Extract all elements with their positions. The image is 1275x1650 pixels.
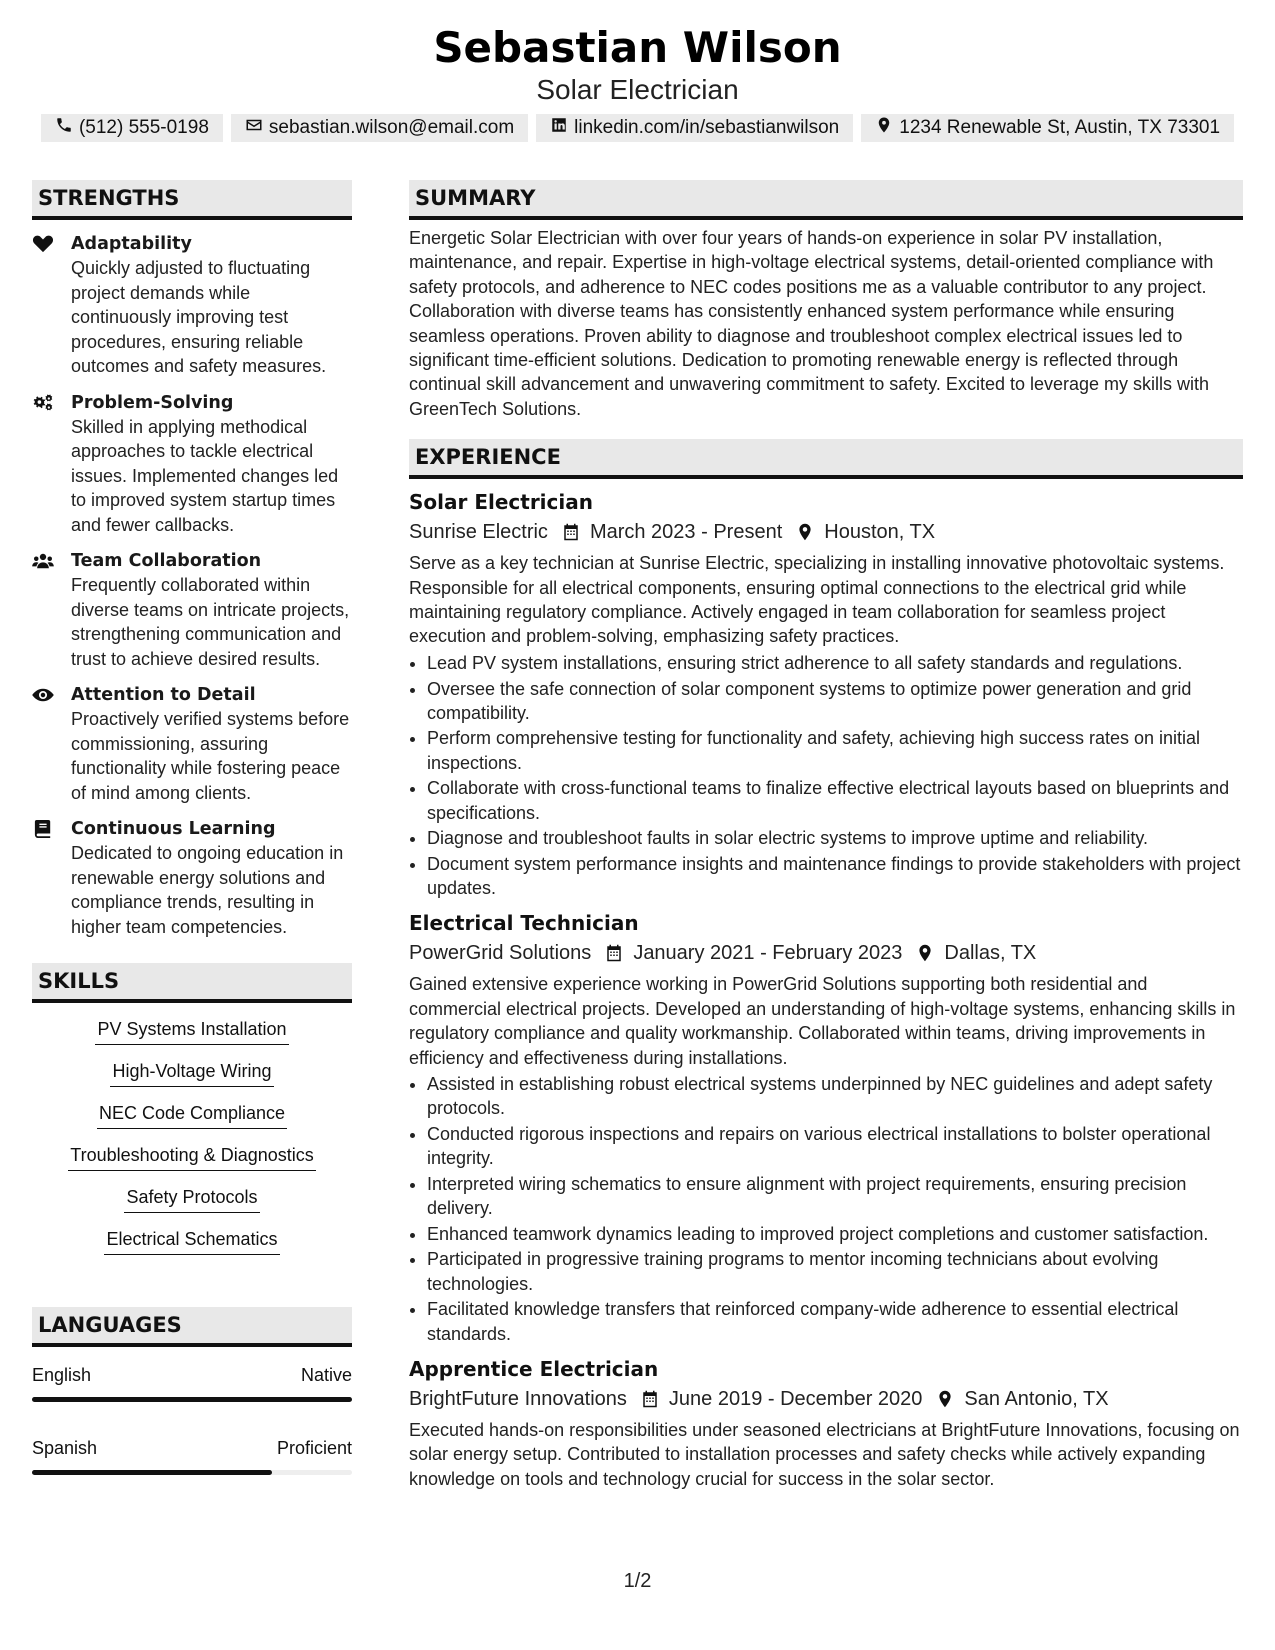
job-bullet: • Lead PV system installations, ensuring strict adherence to all safety standards and regulations. xyxy=(427,651,1243,675)
job-description: Serve as a key technician at Sunrise Electric, specializing in installing innovative photovoltaic systems. Responsible for all electrical components, ensuring optimal connections to the electrical grid while maintaining regulatory compliance. Actively engaged in team collaboration for seamless project execution and problem-solving, emphasizing safety practices. xyxy=(409,553,1225,647)
candidate-name: Sebastian Wilson xyxy=(433,23,842,72)
language-row xyxy=(32,1363,352,1387)
phone-icon xyxy=(55,116,73,140)
page-number: 1/2 xyxy=(623,1570,652,1592)
skills-heading: SKILLS xyxy=(32,963,352,1003)
skill-tag: NEC Code Compliance xyxy=(97,1101,287,1129)
job-bullet: • Diagnose and troubleshoot faults in solar electric systems to improve uptime and reliability. xyxy=(427,826,1243,850)
calendar-icon xyxy=(641,1390,659,1408)
skill-tag: Safety Protocols xyxy=(124,1185,259,1213)
language-list xyxy=(32,1363,352,1475)
right-column xyxy=(409,180,1243,1491)
job-description: Gained extensive experience working in PowerGrid Solutions supporting both residential and commercial electrical projects. Developed an understanding of high-voltage systems, enhancing skills in regulatory compliance and quality workmanship. Collaborated within teams, driving improvements in efficiency and effectiveness during installations. xyxy=(409,974,1236,1068)
linkedin-icon xyxy=(550,116,568,140)
job-bullet: • Perform comprehensive testing for functionality and safety, achieving high success rates on initial inspections. xyxy=(427,726,1243,774)
job-description: Executed hands-on responsibilities under seasoned electricians at BrightFuture Innovations, focusing on solar energy setup. Contributed to installation processes and safety checks while actively expanding knowledge on tools and technology crucial for success in the solar sector. xyxy=(409,1419,1240,1489)
company-name: BrightFuture Innovations xyxy=(409,1387,627,1410)
language-proficiency-bar xyxy=(32,1470,352,1475)
job-bullets xyxy=(409,651,1243,901)
map-pin-icon xyxy=(936,1390,954,1408)
calendar-icon xyxy=(562,523,580,541)
job-location: Houston, TX xyxy=(824,521,936,544)
job-bullet: • Oversee the safe connection of solar component systems to optimize power generation and grid compatibility. xyxy=(427,677,1243,725)
phone-chip[interactable] xyxy=(41,114,223,142)
company-name: PowerGrid Solutions xyxy=(409,942,592,965)
job-bullets xyxy=(409,1072,1243,1346)
map-pin-icon xyxy=(796,523,814,541)
gears-icon xyxy=(32,394,54,412)
job-dates: March 2023 - Present xyxy=(589,521,783,544)
job-entry xyxy=(409,1354,1243,1491)
language-name: Spanish xyxy=(32,1438,98,1458)
job-bullet: • Assisted in establishing robust electrical systems underpinned by NEC guidelines and adept safety protocols. xyxy=(427,1072,1243,1120)
job-entry xyxy=(409,487,1243,900)
skill-tag: High-Voltage Wiring xyxy=(110,1059,273,1087)
strength-title: Attention to Detail xyxy=(71,685,256,705)
skill-tag: Electrical Schematics xyxy=(104,1227,279,1255)
strength-desc: Skilled in applying methodical approaches to tackle electrical issues. Implemented changes led to improved system startup times and fewer callbacks. xyxy=(71,416,339,535)
job-bullet: • Document system performance insights and maintenance findings to provide stakeholders with project updates. xyxy=(427,852,1243,900)
envelope-icon xyxy=(245,116,263,140)
experience-heading: EXPERIENCE xyxy=(409,439,1243,479)
languages-heading: LANGUAGES xyxy=(32,1307,352,1347)
job-title: Electrical Technician xyxy=(409,911,639,936)
strength-item xyxy=(32,817,352,939)
job-dates: January 2021 - February 2023 xyxy=(633,942,903,965)
job-title: Solar Electrician xyxy=(409,490,593,515)
language-row xyxy=(32,1436,352,1460)
calendar-icon xyxy=(605,944,623,962)
job-bullet: • Conducted rigorous inspections and repairs on various electrical installations to bolster operational integrity. xyxy=(427,1122,1243,1170)
left-column xyxy=(32,180,352,1509)
email-chip[interactable] xyxy=(231,114,528,142)
summary-text: Energetic Solar Electrician with over four years of hands-on experience in solar PV installation, maintenance, and repair. Expertise in high-voltage electrical systems, detail-oriented compliance with safety protocols, and adherence to NEC codes positions me as a valuable contributor to any project. Collaboration with diverse teams has consistently enhanced system performance while ensuring seamless operations. Proven ability to diagnose and troubleshoot complex electrical issues led to significant time-efficient solutions. Dedication to promoting renewable energy is reflected through continual skill advancement and unwavering commitment to safety. Excited to leverage my skills with GreenTech Solutions. xyxy=(409,228,1214,419)
skill-tag: PV Systems Installation xyxy=(95,1017,288,1045)
strength-title: Team Collaboration xyxy=(71,551,262,571)
language-level: Native xyxy=(300,1365,352,1385)
language-proficiency-fill xyxy=(32,1397,352,1402)
strength-desc: Frequently collaborated within diverse teams on intricate projects, strengthening communication and trust to achieve desired results. xyxy=(71,575,350,669)
language-level: Proficient xyxy=(276,1438,352,1458)
candidate-role: Solar Electrician xyxy=(536,74,739,105)
book-icon xyxy=(32,820,54,838)
job-location: San Antonio, TX xyxy=(964,1387,1109,1410)
strength-item xyxy=(32,391,352,538)
job-title: Apprentice Electrician xyxy=(409,1356,659,1381)
map-pin-icon xyxy=(916,944,934,962)
address-text: 1234 Renewable St, Austin, TX 73301 xyxy=(899,117,1221,138)
address-chip xyxy=(861,114,1234,142)
contact-bar xyxy=(0,114,1275,142)
job-dates: June 2019 - December 2020 xyxy=(668,1387,923,1410)
strength-desc: Quickly adjusted to fluctuating project demands while continuously improving test procedures, ensuring reliable outcomes and safety measures. xyxy=(71,258,327,376)
job-bullet: • Interpreted wiring schematics to ensure alignment with project requirements, ensuring precision delivery. xyxy=(427,1172,1243,1220)
skill-tag: Troubleshooting & Diagnostics xyxy=(68,1143,315,1171)
linkedin-chip[interactable] xyxy=(536,114,853,142)
job-location: Dallas, TX xyxy=(944,942,1037,965)
language-proficiency-bar xyxy=(32,1397,352,1402)
linkedin-text: linkedin.com/in/sebastianwilson xyxy=(574,117,840,138)
strength-desc: Proactively verified systems before commissioning, assuring functionality while fostering peace of mind among clients. xyxy=(71,709,350,803)
eye-icon xyxy=(32,686,54,704)
job-meta xyxy=(409,1384,1243,1414)
strength-title: Adaptability xyxy=(71,234,192,254)
phone-text: (512) 555-0198 xyxy=(78,117,209,138)
heart-icon xyxy=(32,235,54,253)
strength-item xyxy=(32,683,352,805)
summary-heading: SUMMARY xyxy=(409,180,1243,220)
strength-title: Continuous Learning xyxy=(71,819,276,839)
language-proficiency-fill xyxy=(32,1470,272,1475)
skills-list xyxy=(32,1017,352,1269)
company-name: Sunrise Electric xyxy=(409,521,548,544)
job-meta xyxy=(409,517,1243,547)
resume-header xyxy=(0,22,1275,108)
job-meta xyxy=(409,938,1243,968)
job-entry xyxy=(409,908,1243,1345)
email-text: sebastian.wilson@email.com xyxy=(268,117,515,138)
strength-desc: Dedicated to ongoing education in renewable energy solutions and compliance trends, resulting in higher team competencies. xyxy=(71,843,344,937)
strength-item xyxy=(32,549,352,671)
strength-item xyxy=(32,232,352,379)
job-bullet: • Participated in progressive training programs to mentor incoming technicians about evolving technologies. xyxy=(427,1247,1243,1295)
strengths-heading: STRENGTHS xyxy=(32,180,352,220)
job-bullet: • Enhanced teamwork dynamics leading to improved project completions and customer satisfaction. xyxy=(427,1222,1243,1246)
map-pin-icon xyxy=(875,116,893,140)
job-bullet: • Facilitated knowledge transfers that reinforced company-wide adherence to essential electrical standards. xyxy=(427,1297,1243,1345)
language-name: English xyxy=(32,1365,92,1385)
strength-title: Problem-Solving xyxy=(71,392,234,413)
job-bullet: • Collaborate with cross-functional teams to finalize effective electrical layouts based on blueprints and specifications. xyxy=(427,776,1243,824)
users-icon xyxy=(32,552,54,570)
